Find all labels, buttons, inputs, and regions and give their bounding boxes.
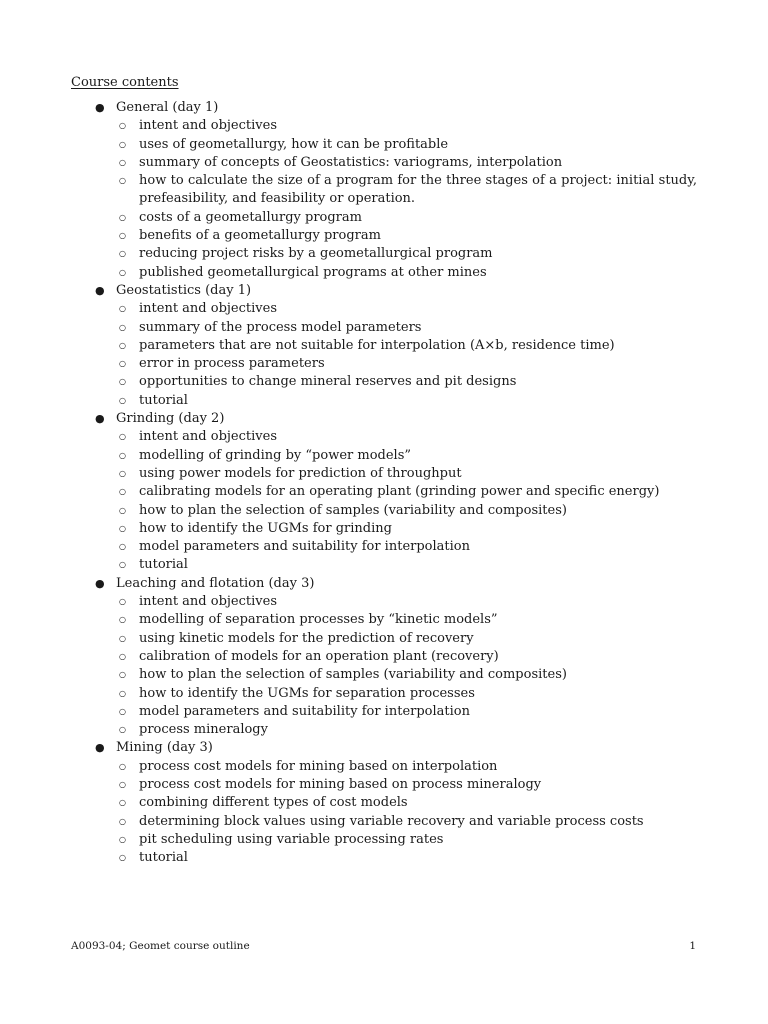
list-item-text: pit scheduling using variable processing rates xyxy=(139,831,444,847)
hollow-bullet-icon: ○ xyxy=(119,761,126,771)
hollow-bullet-icon: ○ xyxy=(119,450,126,460)
list-item xyxy=(116,831,697,849)
list-item-text: uses of geometallurgy, how it can be profitable xyxy=(139,136,449,152)
list-item xyxy=(116,264,697,282)
list-item xyxy=(116,593,697,611)
list-item xyxy=(116,648,697,666)
list-item xyxy=(116,300,697,318)
hollow-bullet-icon: ○ xyxy=(119,176,126,186)
list-item xyxy=(116,227,697,245)
list-item-text: summary of the process model parameters xyxy=(139,319,422,335)
list-item xyxy=(116,758,697,776)
list-item-text: reducing project risks by a geometallurgical program xyxy=(139,246,493,262)
hollow-bullet-icon: ○ xyxy=(119,432,126,442)
list-item-text: intent and objectives xyxy=(139,594,277,610)
list-item-text: summary of concepts of Geostatistics: variograms, interpolation xyxy=(139,154,563,170)
list-item-text: intent and objectives xyxy=(139,429,277,445)
list-item xyxy=(116,209,697,227)
list-item-text: using kinetic models for the prediction of recovery xyxy=(139,630,474,646)
list-item-text: process cost models for mining based on interpolation xyxy=(139,758,498,774)
hollow-bullet-icon: ○ xyxy=(119,505,126,515)
hollow-bullet-icon: ○ xyxy=(119,523,126,533)
list-item-text: tutorial xyxy=(139,850,188,866)
list-item-text: modelling of separation processes by “kinetic models” xyxy=(139,612,498,628)
footer-page-number: 1 xyxy=(689,940,696,952)
list-item xyxy=(116,502,697,520)
section-items xyxy=(116,758,697,868)
course-outline xyxy=(71,99,697,867)
list-item xyxy=(116,556,697,574)
list-item xyxy=(116,136,697,154)
list-item xyxy=(116,721,697,739)
hollow-bullet-icon: ○ xyxy=(119,231,126,241)
outline-section xyxy=(71,99,697,282)
list-item xyxy=(116,794,697,812)
hollow-bullet-icon: ○ xyxy=(119,615,126,625)
list-item-text: calibration of models for an operation plant (recovery) xyxy=(139,648,499,664)
page-heading: Course contents xyxy=(71,75,179,90)
list-item-text: process mineralogy xyxy=(139,722,268,738)
hollow-bullet-icon: ○ xyxy=(119,139,126,149)
footer-doc-ref: A0093-04; Geomet course outline xyxy=(71,940,250,952)
section-items xyxy=(116,593,697,739)
list-item-text: parameters that are not suitable for interpolation (A×b, residence time) xyxy=(139,337,615,353)
filled-bullet-icon: ● xyxy=(95,283,105,297)
hollow-bullet-icon: ○ xyxy=(119,304,126,314)
list-item xyxy=(116,392,697,410)
list-item xyxy=(116,849,697,867)
list-item xyxy=(116,813,697,831)
list-item xyxy=(116,355,697,373)
list-item xyxy=(116,538,697,556)
list-item-text: modelling of grinding by “power models” xyxy=(139,447,412,463)
hollow-bullet-icon: ○ xyxy=(119,395,126,405)
list-item-text: how to identify the UGMs for separation processes xyxy=(139,685,475,701)
list-item-text: calibrating models for an operating plant (grinding power and specific energy) xyxy=(139,484,660,500)
hollow-bullet-icon: ○ xyxy=(119,542,126,552)
list-item xyxy=(116,465,697,483)
list-item-text: tutorial xyxy=(139,392,188,408)
list-item xyxy=(116,685,697,703)
list-item xyxy=(116,117,697,135)
list-item-text: intent and objectives xyxy=(139,301,277,317)
list-item-text: costs of a geometallurgy program xyxy=(139,209,362,225)
section-items xyxy=(116,300,697,410)
filled-bullet-icon: ● xyxy=(95,741,105,755)
list-item xyxy=(116,337,697,355)
list-item-text: opportunities to change mineral reserves and pit designs xyxy=(139,374,517,390)
hollow-bullet-icon: ○ xyxy=(119,377,126,387)
hollow-bullet-icon: ○ xyxy=(119,212,126,222)
filled-bullet-icon: ● xyxy=(95,412,105,426)
hollow-bullet-icon: ○ xyxy=(119,249,126,259)
hollow-bullet-icon: ○ xyxy=(119,633,126,643)
section-title: Leaching and flotation (day 3) xyxy=(116,575,315,591)
list-item-text: model parameters and suitability for interpolation xyxy=(139,703,470,719)
list-item-text: determining block values using variable recovery and variable process costs xyxy=(139,813,644,829)
section-title: General (day 1) xyxy=(116,100,219,115)
section-title: Grinding (day 2) xyxy=(116,411,225,427)
section-items xyxy=(116,428,697,574)
hollow-bullet-icon: ○ xyxy=(119,779,126,789)
filled-bullet-icon: ● xyxy=(95,101,105,114)
hollow-bullet-icon: ○ xyxy=(119,468,126,478)
section-title: Geostatistics (day 1) xyxy=(116,282,252,298)
hollow-bullet-icon: ○ xyxy=(119,816,126,826)
list-item-text: intent and objectives xyxy=(139,118,277,134)
hollow-bullet-icon: ○ xyxy=(119,670,126,680)
list-item-text: process cost models for mining based on process mineralogy xyxy=(139,776,542,792)
list-item xyxy=(116,172,697,209)
outline-section xyxy=(71,739,697,867)
section-items xyxy=(116,117,697,282)
list-item xyxy=(116,154,697,172)
list-item-text: how to identify the UGMs for grinding xyxy=(139,520,392,536)
hollow-bullet-icon: ○ xyxy=(119,121,126,131)
filled-bullet-icon: ● xyxy=(95,576,105,590)
list-item-text: published geometallurgical programs at other mines xyxy=(139,264,487,280)
list-item xyxy=(116,520,697,538)
hollow-bullet-icon: ○ xyxy=(119,359,126,369)
list-item-text: benefits of a geometallurgy program xyxy=(139,228,381,244)
list-item-text: tutorial xyxy=(139,557,188,573)
list-item-text: using power models for prediction of throughput xyxy=(139,465,462,481)
list-item xyxy=(116,703,697,721)
section-title: Mining (day 3) xyxy=(116,740,213,756)
hollow-bullet-icon: ○ xyxy=(119,487,126,497)
list-item xyxy=(116,630,697,648)
outline-section xyxy=(71,575,697,740)
list-item xyxy=(116,776,697,794)
hollow-bullet-icon: ○ xyxy=(119,688,126,698)
list-item xyxy=(116,245,697,263)
list-item xyxy=(116,611,697,629)
list-item-text: how to plan the selection of samples (variability and composites) xyxy=(139,502,567,518)
list-item xyxy=(116,373,697,391)
hollow-bullet-icon: ○ xyxy=(119,340,126,350)
hollow-bullet-icon: ○ xyxy=(119,853,126,863)
list-item xyxy=(116,483,697,501)
hollow-bullet-icon: ○ xyxy=(119,157,126,167)
outline-section xyxy=(71,282,697,410)
hollow-bullet-icon: ○ xyxy=(119,725,126,735)
list-item xyxy=(116,319,697,337)
hollow-bullet-icon: ○ xyxy=(119,267,126,277)
hollow-bullet-icon: ○ xyxy=(119,597,126,607)
hollow-bullet-icon: ○ xyxy=(119,834,126,844)
hollow-bullet-icon: ○ xyxy=(119,560,126,570)
hollow-bullet-icon: ○ xyxy=(119,706,126,716)
hollow-bullet-icon: ○ xyxy=(119,798,126,808)
list-item-text: combining different types of cost models xyxy=(139,795,408,811)
list-item-text: how to calculate the size of a program for the three stages of a project: initial study, prefeasibility, and feasibility or operation. xyxy=(139,173,697,207)
outline-section xyxy=(71,410,697,575)
list-item-text: model parameters and suitability for interpolation xyxy=(139,539,470,555)
list-item-text: how to plan the selection of samples (variability and composites) xyxy=(139,667,567,683)
hollow-bullet-icon: ○ xyxy=(119,322,126,332)
list-item xyxy=(116,428,697,446)
list-item xyxy=(116,666,697,684)
hollow-bullet-icon: ○ xyxy=(119,651,126,661)
list-item-text: error in process parameters xyxy=(139,356,325,372)
list-item xyxy=(116,447,697,465)
